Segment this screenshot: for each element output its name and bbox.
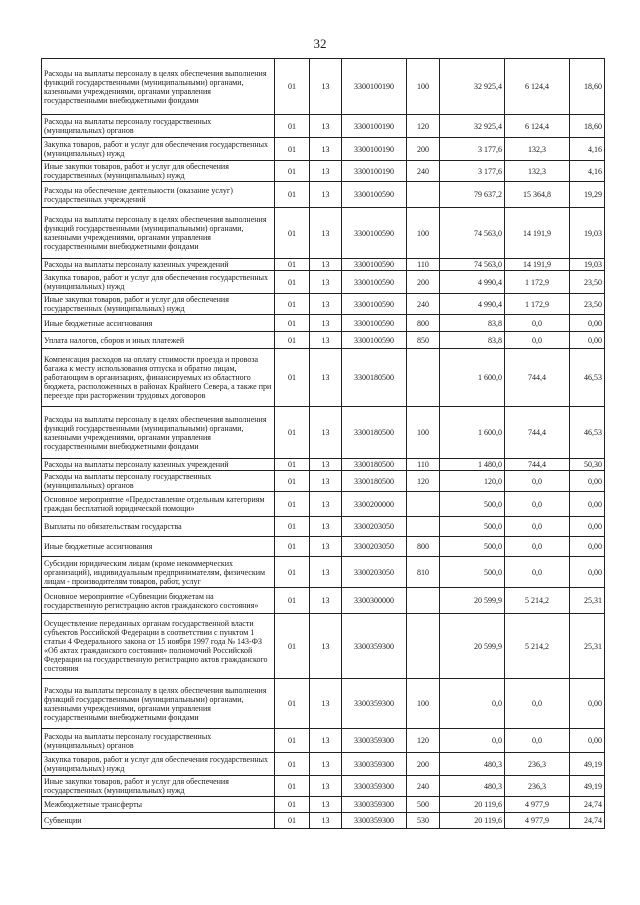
row-expense-type: 240 — [407, 161, 440, 182]
row-subsection: 13 — [310, 459, 342, 471]
row-section: 01 — [275, 182, 310, 208]
row-name: Расходы на выплаты персоналу казенных учреждений — [42, 259, 275, 271]
row-name: Расходы на выплаты персоналу в целях обеспечения выполнения функций государственными (муниципальными) органами, казенными учреждениями, органами управления государственными внебюджетными фондами — [42, 59, 275, 115]
table-row — [42, 59, 605, 115]
row-percent: 23,50 — [570, 294, 605, 315]
row-percent: 0,00 — [570, 315, 605, 332]
row-section: 01 — [275, 294, 310, 315]
row-planned-amount: 32 925,4 — [440, 115, 505, 138]
row-section: 01 — [275, 459, 310, 471]
table-row — [42, 753, 605, 776]
row-subsection: 13 — [310, 349, 342, 407]
row-executed-amount: 4 977,9 — [505, 797, 570, 813]
row-target-article: 3300359300 — [342, 776, 407, 797]
row-percent: 24,74 — [570, 797, 605, 813]
row-subsection: 13 — [310, 753, 342, 776]
row-planned-amount: 20 119,6 — [440, 813, 505, 829]
row-section: 01 — [275, 471, 310, 492]
row-planned-amount: 500,0 — [440, 492, 505, 517]
table-row — [42, 614, 605, 679]
row-name: Закупка товаров, работ и услуг для обеспечения государственных (муниципальных) нужд — [42, 753, 275, 776]
row-section: 01 — [275, 813, 310, 829]
table-row — [42, 161, 605, 182]
row-executed-amount: 0,0 — [505, 557, 570, 588]
table-row — [42, 797, 605, 813]
row-subsection: 13 — [310, 208, 342, 259]
row-section: 01 — [275, 208, 310, 259]
row-target-article: 3300100190 — [342, 138, 407, 161]
row-executed-amount: 0,0 — [505, 315, 570, 332]
row-expense-type: 100 — [407, 407, 440, 459]
row-target-article: 3300100590 — [342, 208, 407, 259]
table-row — [42, 115, 605, 138]
row-target-article: 3300203050 — [342, 537, 407, 557]
row-target-article: 3300100190 — [342, 59, 407, 115]
row-name: Иные бюджетные ассигнования — [42, 315, 275, 332]
row-subsection: 13 — [310, 471, 342, 492]
row-name: Расходы на выплаты персоналу в целях обеспечения выполнения функций государственными (муниципальными) органами, казенными учреждениями, органами управления государственными внебюджетными фондами — [42, 407, 275, 459]
row-expense-type: 530 — [407, 813, 440, 829]
row-section: 01 — [275, 115, 310, 138]
row-percent: 18,60 — [570, 115, 605, 138]
row-target-article: 3300100590 — [342, 259, 407, 271]
row-percent: 46,53 — [570, 407, 605, 459]
row-percent: 23,50 — [570, 271, 605, 294]
row-executed-amount: 236,3 — [505, 776, 570, 797]
table-row — [42, 813, 605, 829]
row-executed-amount: 744,4 — [505, 407, 570, 459]
row-name: Осуществление переданных органам государственной власти субъектов Российской Федерации в соответствии с пунктом 1 статьи 4 Федерального закона от 15 ноября 1997 года № 143-ФЗ «Об актах гражданского состояния» полномочий Российской Федерации на государственную регистрацию актов гражданского состояния — [42, 614, 275, 679]
row-executed-amount: 4 977,9 — [505, 813, 570, 829]
row-target-article: 3300203050 — [342, 517, 407, 537]
row-subsection: 13 — [310, 614, 342, 679]
row-planned-amount: 120,0 — [440, 471, 505, 492]
row-executed-amount: 0,0 — [505, 679, 570, 729]
table-row — [42, 208, 605, 259]
table-row — [42, 315, 605, 332]
row-planned-amount: 480,3 — [440, 776, 505, 797]
table-row — [42, 729, 605, 753]
row-subsection: 13 — [310, 729, 342, 753]
row-expense-type: 850 — [407, 332, 440, 349]
table-row — [42, 459, 605, 471]
row-expense-type: 120 — [407, 115, 440, 138]
row-executed-amount: 0,0 — [505, 537, 570, 557]
row-planned-amount: 1 600,0 — [440, 349, 505, 407]
row-percent: 49,19 — [570, 753, 605, 776]
row-name: Основное мероприятие «Предоставление отдельным категориям граждан бесплатной юридической помощи» — [42, 492, 275, 517]
row-name: Расходы на выплаты персоналу в целях обеспечения выполнения функций государственными (муниципальными) органами, казенными учреждениями, органами управления государственными внебюджетными фондами — [42, 679, 275, 729]
row-target-article: 3300203050 — [342, 557, 407, 588]
row-planned-amount: 500,0 — [440, 537, 505, 557]
row-name: Субсидии юридическим лицам (кроме некоммерческих организаций), индивидуальным предпринимателям, физическим лицам - производителям товаров, работ, услуг — [42, 557, 275, 588]
row-section: 01 — [275, 259, 310, 271]
row-subsection: 13 — [310, 115, 342, 138]
row-section: 01 — [275, 614, 310, 679]
row-subsection: 13 — [310, 259, 342, 271]
row-executed-amount: 0,0 — [505, 517, 570, 537]
row-section: 01 — [275, 537, 310, 557]
row-expense-type: 110 — [407, 459, 440, 471]
row-name: Иные бюджетные ассигнования — [42, 537, 275, 557]
row-executed-amount: 132,3 — [505, 161, 570, 182]
row-name: Расходы на выплаты персоналу государственных (муниципальных) органов — [42, 115, 275, 138]
row-target-article: 3300359300 — [342, 614, 407, 679]
row-executed-amount: 15 364,8 — [505, 182, 570, 208]
row-section: 01 — [275, 315, 310, 332]
row-target-article: 3300359300 — [342, 679, 407, 729]
row-section: 01 — [275, 557, 310, 588]
row-section: 01 — [275, 271, 310, 294]
table-row — [42, 349, 605, 407]
table-row — [42, 332, 605, 349]
row-planned-amount: 74 563,0 — [440, 259, 505, 271]
row-section: 01 — [275, 492, 310, 517]
row-name: Расходы на выплаты персоналу в целях обеспечения выполнения функций государственными (муниципальными) органами, казенными учреждениями, органами управления государственными внебюджетными фондами — [42, 208, 275, 259]
row-subsection: 13 — [310, 813, 342, 829]
row-target-article: 3300100590 — [342, 332, 407, 349]
row-executed-amount: 6 124,4 — [505, 59, 570, 115]
row-executed-amount: 0,0 — [505, 729, 570, 753]
row-expense-type: 120 — [407, 729, 440, 753]
row-percent: 46,53 — [570, 349, 605, 407]
table-row — [42, 557, 605, 588]
row-name: Иные закупки товаров, работ и услуг для обеспечения государственных (муниципальных) нужд — [42, 294, 275, 315]
row-subsection: 13 — [310, 161, 342, 182]
row-name: Закупка товаров, работ и услуг для обеспечения государственных (муниципальных) нужд — [42, 271, 275, 294]
row-expense-type: 200 — [407, 753, 440, 776]
row-subsection: 13 — [310, 59, 342, 115]
row-percent: 24,74 — [570, 813, 605, 829]
row-subsection: 13 — [310, 588, 342, 614]
row-expense-type: 200 — [407, 138, 440, 161]
row-percent: 25,31 — [570, 588, 605, 614]
row-planned-amount: 74 563,0 — [440, 208, 505, 259]
row-executed-amount: 0,0 — [505, 332, 570, 349]
row-planned-amount: 83,8 — [440, 332, 505, 349]
row-subsection: 13 — [310, 315, 342, 332]
row-percent: 25,31 — [570, 614, 605, 679]
row-target-article: 3300359300 — [342, 753, 407, 776]
row-name: Расходы на выплаты персоналу казенных учреждений — [42, 459, 275, 471]
row-planned-amount: 0,0 — [440, 679, 505, 729]
table-row — [42, 138, 605, 161]
row-name: Основное мероприятие «Субвенции бюджетам на государственную регистрацию актов гражданского состояния» — [42, 588, 275, 614]
row-section: 01 — [275, 59, 310, 115]
row-planned-amount: 1 480,0 — [440, 459, 505, 471]
row-executed-amount: 744,4 — [505, 349, 570, 407]
row-percent: 0,00 — [570, 492, 605, 517]
row-planned-amount: 79 637,2 — [440, 182, 505, 208]
row-target-article: 3300100590 — [342, 315, 407, 332]
row-subsection: 13 — [310, 517, 342, 537]
row-planned-amount: 480,3 — [440, 753, 505, 776]
row-executed-amount: 0,0 — [505, 492, 570, 517]
row-section: 01 — [275, 679, 310, 729]
row-subsection: 13 — [310, 332, 342, 349]
row-target-article: 3300100590 — [342, 294, 407, 315]
row-planned-amount: 500,0 — [440, 557, 505, 588]
row-target-article: 3300100190 — [342, 161, 407, 182]
row-subsection: 13 — [310, 138, 342, 161]
row-expense-type: 500 — [407, 797, 440, 813]
row-percent: 0,00 — [570, 471, 605, 492]
table-row — [42, 471, 605, 492]
row-planned-amount: 4 990,4 — [440, 271, 505, 294]
row-executed-amount: 1 172,9 — [505, 294, 570, 315]
row-target-article: 3300180500 — [342, 471, 407, 492]
row-name: Закупка товаров, работ и услуг для обеспечения государственных (муниципальных) нужд — [42, 138, 275, 161]
table-row — [42, 259, 605, 271]
row-section: 01 — [275, 332, 310, 349]
row-name: Субвенции — [42, 813, 275, 829]
row-expense-type: 120 — [407, 471, 440, 492]
row-subsection: 13 — [310, 271, 342, 294]
row-percent: 0,00 — [570, 517, 605, 537]
row-planned-amount: 3 177,6 — [440, 138, 505, 161]
budget-table — [41, 58, 605, 829]
row-target-article: 3300100590 — [342, 271, 407, 294]
row-expense-type: 810 — [407, 557, 440, 588]
row-subsection: 13 — [310, 492, 342, 517]
row-section: 01 — [275, 588, 310, 614]
table-row — [42, 537, 605, 557]
row-target-article: 3300180500 — [342, 407, 407, 459]
row-name: Расходы на выплаты персоналу государственных (муниципальных) органов — [42, 471, 275, 492]
row-expense-type: 110 — [407, 259, 440, 271]
row-executed-amount: 14 191,9 — [505, 208, 570, 259]
row-percent: 49,19 — [570, 776, 605, 797]
row-target-article: 3300100190 — [342, 115, 407, 138]
page-number: 32 — [313, 36, 327, 51]
row-expense-type — [407, 349, 440, 407]
row-name: Компенсация расходов на оплату стоимости проезда и провоза багажа к месту использования отпуска и обратно лицам, работающим в организациях, финансируемых из областного бюджета, расположенных в районах Крайнего Севера, а также при переезде при расторжении трудовых договоров — [42, 349, 275, 407]
row-expense-type — [407, 588, 440, 614]
row-percent: 0,00 — [570, 332, 605, 349]
row-section: 01 — [275, 407, 310, 459]
row-executed-amount: 6 124,4 — [505, 115, 570, 138]
row-target-article: 3300180500 — [342, 349, 407, 407]
row-section: 01 — [275, 797, 310, 813]
row-planned-amount: 20 599,9 — [440, 588, 505, 614]
row-planned-amount: 20 119,6 — [440, 797, 505, 813]
row-planned-amount: 83,8 — [440, 315, 505, 332]
row-percent: 0,00 — [570, 679, 605, 729]
row-name: Выплаты по обязательствам государства — [42, 517, 275, 537]
row-percent: 19,29 — [570, 182, 605, 208]
table-row — [42, 294, 605, 315]
row-planned-amount: 500,0 — [440, 517, 505, 537]
row-planned-amount: 1 600,0 — [440, 407, 505, 459]
row-target-article: 3300180500 — [342, 459, 407, 471]
row-section: 01 — [275, 349, 310, 407]
row-percent: 0,00 — [570, 729, 605, 753]
row-planned-amount: 3 177,6 — [440, 161, 505, 182]
row-target-article: 3300359300 — [342, 729, 407, 753]
row-subsection: 13 — [310, 407, 342, 459]
row-target-article: 3300359300 — [342, 813, 407, 829]
row-planned-amount: 4 990,4 — [440, 294, 505, 315]
row-target-article: 3300300000 — [342, 588, 407, 614]
row-percent: 19,03 — [570, 208, 605, 259]
row-planned-amount: 32 925,4 — [440, 59, 505, 115]
row-name: Расходы на выплаты персоналу государственных (муниципальных) органов — [42, 729, 275, 753]
row-expense-type: 100 — [407, 208, 440, 259]
row-planned-amount: 20 599,9 — [440, 614, 505, 679]
row-expense-type: 240 — [407, 776, 440, 797]
row-expense-type: 100 — [407, 59, 440, 115]
row-percent: 0,00 — [570, 557, 605, 588]
row-percent: 50,30 — [570, 459, 605, 471]
row-section: 01 — [275, 138, 310, 161]
row-expense-type: 240 — [407, 294, 440, 315]
row-executed-amount: 5 214,2 — [505, 614, 570, 679]
row-subsection: 13 — [310, 679, 342, 729]
row-target-article: 3300200000 — [342, 492, 407, 517]
row-percent: 0,00 — [570, 537, 605, 557]
row-executed-amount: 5 214,2 — [505, 588, 570, 614]
row-section: 01 — [275, 753, 310, 776]
row-name: Уплата налогов, сборов и иных платежей — [42, 332, 275, 349]
row-subsection: 13 — [310, 537, 342, 557]
row-executed-amount: 1 172,9 — [505, 271, 570, 294]
row-subsection: 13 — [310, 557, 342, 588]
row-percent: 4,16 — [570, 138, 605, 161]
row-section: 01 — [275, 729, 310, 753]
row-name: Иные закупки товаров, работ и услуг для обеспечения государственных (муниципальных) нужд — [42, 161, 275, 182]
row-target-article: 3300100590 — [342, 182, 407, 208]
row-executed-amount: 14 191,9 — [505, 259, 570, 271]
row-executed-amount: 744,4 — [505, 459, 570, 471]
row-planned-amount: 0,0 — [440, 729, 505, 753]
table-row — [42, 407, 605, 459]
row-target-article: 3300359300 — [342, 797, 407, 813]
row-name: Иные закупки товаров, работ и услуг для обеспечения государственных (муниципальных) нужд — [42, 776, 275, 797]
row-expense-type — [407, 517, 440, 537]
row-expense-type: 100 — [407, 679, 440, 729]
row-expense-type: 200 — [407, 271, 440, 294]
row-executed-amount: 236,3 — [505, 753, 570, 776]
row-expense-type: 800 — [407, 315, 440, 332]
row-section: 01 — [275, 517, 310, 537]
row-expense-type — [407, 492, 440, 517]
table-row — [42, 776, 605, 797]
row-expense-type: 800 — [407, 537, 440, 557]
row-executed-amount: 0,0 — [505, 471, 570, 492]
row-executed-amount: 132,3 — [505, 138, 570, 161]
row-name: Межбюджетные трансферты — [42, 797, 275, 813]
row-subsection: 13 — [310, 797, 342, 813]
row-percent: 4,16 — [570, 161, 605, 182]
table-row — [42, 492, 605, 517]
row-section: 01 — [275, 161, 310, 182]
table-row — [42, 182, 605, 208]
row-subsection: 13 — [310, 182, 342, 208]
row-section: 01 — [275, 776, 310, 797]
table-row — [42, 517, 605, 537]
row-subsection: 13 — [310, 776, 342, 797]
row-expense-type — [407, 614, 440, 679]
table-row — [42, 271, 605, 294]
row-name: Расходы на обеспечение деятельности (оказание услуг) государственных учреждений — [42, 182, 275, 208]
row-subsection: 13 — [310, 294, 342, 315]
row-expense-type — [407, 182, 440, 208]
row-percent: 18,60 — [570, 59, 605, 115]
table-row — [42, 679, 605, 729]
row-percent: 19,03 — [570, 259, 605, 271]
table-row — [42, 588, 605, 614]
